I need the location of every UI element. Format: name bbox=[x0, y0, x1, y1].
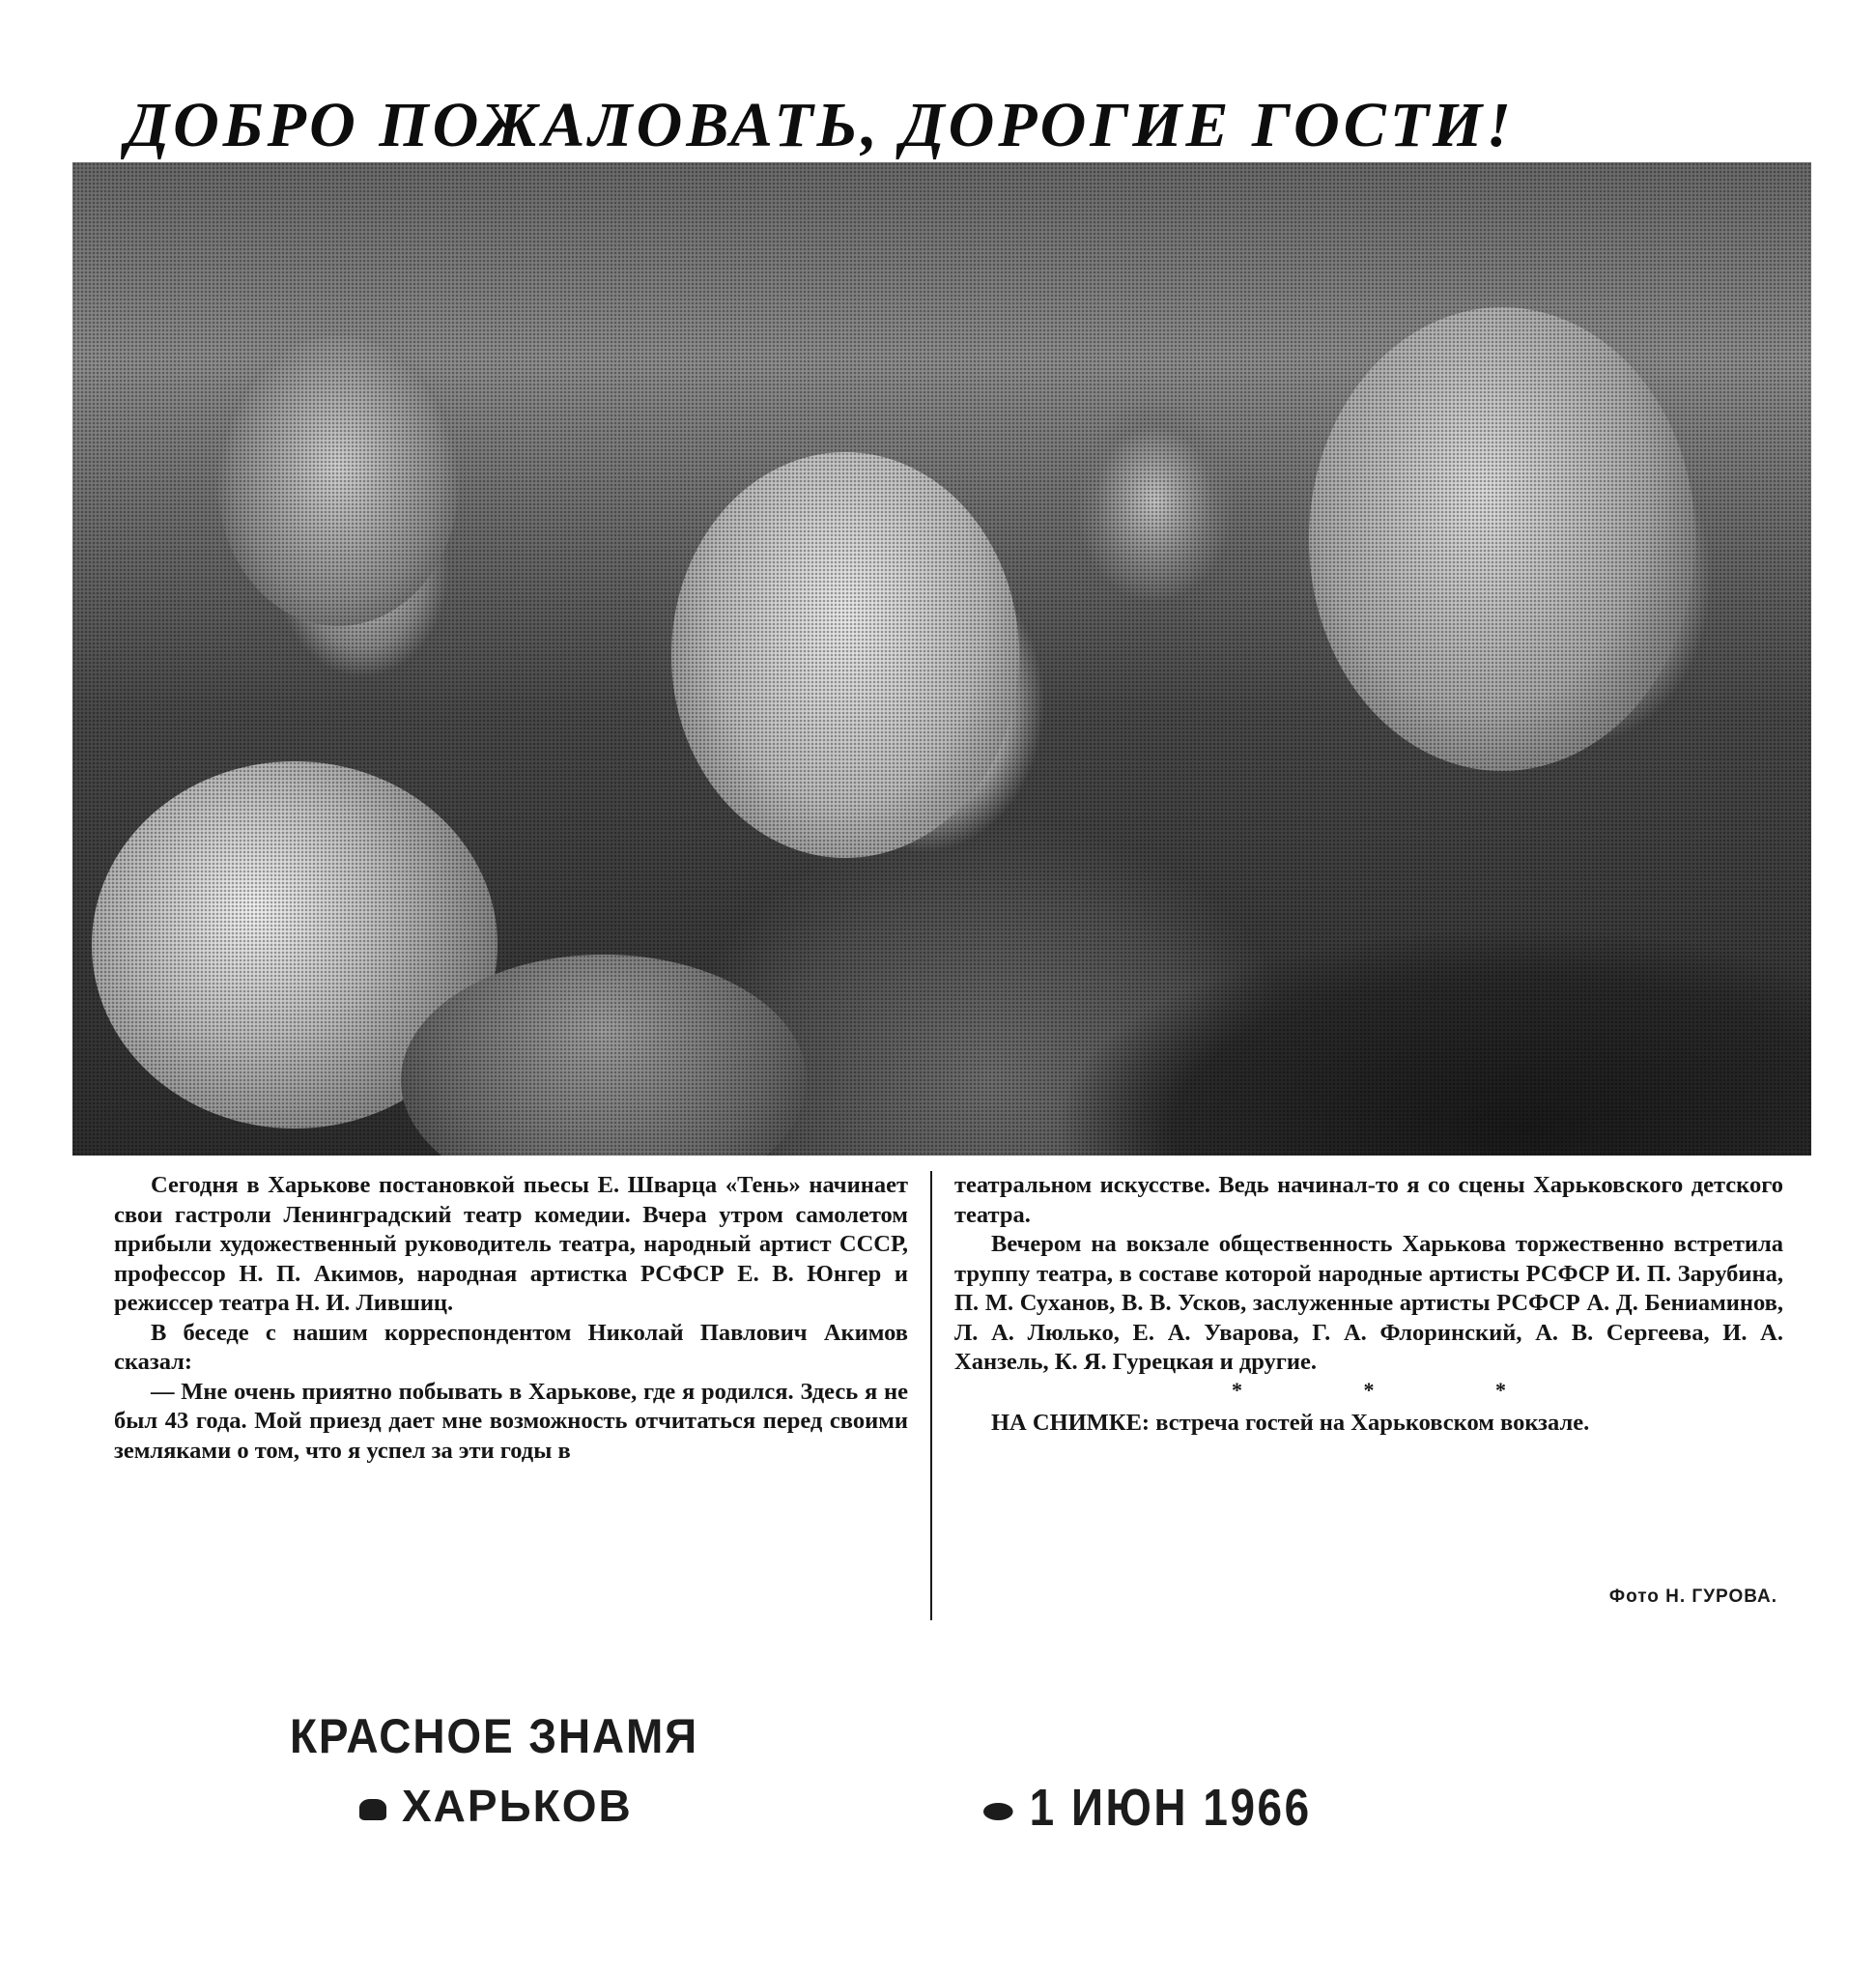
article-right-column bbox=[954, 1171, 1783, 1438]
stamp-date-label: 1 ИЮН 1966 bbox=[1029, 1779, 1312, 1837]
photo-figure-man bbox=[1309, 307, 1695, 771]
stamp-city bbox=[359, 1780, 633, 1832]
separator-stars: * * * bbox=[1232, 1377, 1564, 1402]
stamp-city-label: ХАРЬКОВ bbox=[402, 1781, 633, 1831]
headline: ДОБРО ПОЖАЛОВАТЬ, ДОРОГИЕ ГОСТИ! bbox=[126, 90, 1516, 160]
photo-figure-woman bbox=[671, 452, 1019, 858]
article-paragraph: Вечером на вокзале общественность Харькова торжественно встретила труппу театра, в составе которой народные артисты РСФСР И. П. Зарубина, П. М. Суханов, В. В. Усков, заслуженные артисты РСФСР А. Д. Бениаминов, Л. А. Люлько, Е. А. Уварова, Г. А. Флоринский, А. В. Сергеева, И. А. Ханзель, К. Я. Гурецкая и другие. bbox=[954, 1231, 1783, 1375]
stamp-dot-icon bbox=[983, 1803, 1013, 1820]
article-paragraph: — Мне очень приятно побывать в Харькове, где я родился. Здесь я не был 43 года. Мой приезд дает мне возможность отчитаться перед своими земляками о том, что я успел за эти годы в bbox=[114, 1378, 908, 1464]
column-divider bbox=[930, 1171, 932, 1620]
article-paragraph: В беседе с нашим корреспондентом Николай Павлович Акимов сказал: bbox=[114, 1319, 908, 1375]
stamp-mark-icon bbox=[359, 1799, 386, 1820]
photo-credit: Фото Н. ГУРОВА. bbox=[1608, 1586, 1777, 1607]
article-left-column bbox=[114, 1171, 908, 1466]
photo-flowers bbox=[92, 761, 497, 1128]
stamp-date bbox=[983, 1778, 1312, 1838]
article-paragraph: Сегодня в Харькове постановкой пьесы Е. Шварца «Тень» начинает свои гастроли Ленинградский театр комедии. Вчера утром самолетом прибыли художественный руководитель театра, народный артист СССР, профессор Н. П. Акимов, народная артистка РСФСР Е. В. Юнгер и режиссер театра Н. И. Лившиц. bbox=[114, 1172, 908, 1316]
news-photo bbox=[72, 162, 1811, 1156]
stamp-newspaper-name: КРАСНОЕ ЗНАМЯ bbox=[290, 1709, 699, 1763]
photo-bread-loaf bbox=[401, 955, 807, 1156]
article-paragraph: театральном искусстве. Ведь начинал-то я со сцены Харьковского детского театра. bbox=[954, 1172, 1783, 1228]
photo-caption: НА СНИМКЕ: встреча гостей на Харьковском вокзале. bbox=[991, 1409, 1590, 1436]
photo-figure-man-left bbox=[217, 336, 459, 626]
